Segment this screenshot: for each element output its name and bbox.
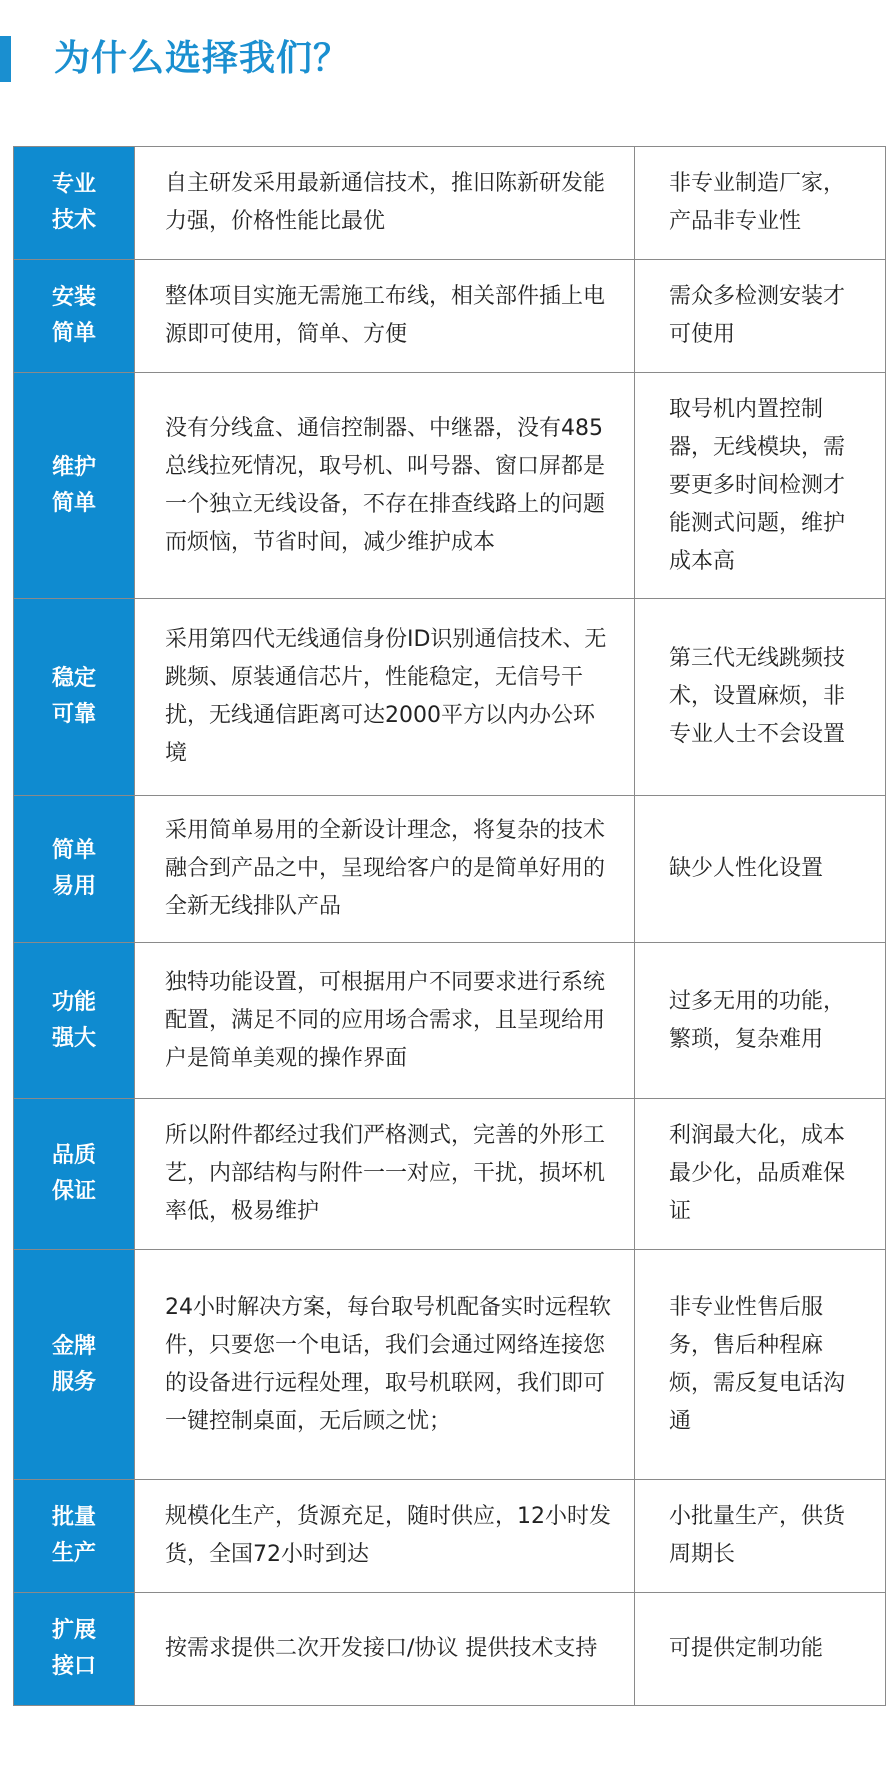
row-label: 安装简单 [14, 260, 135, 373]
header-accent-bar [0, 36, 11, 82]
table-row [14, 1099, 886, 1250]
table-row [14, 1480, 886, 1593]
table-row [14, 599, 886, 796]
our-advantage-cell: 采用第四代无线通信身份ID识别通信技术、无跳频、原装通信芯片，性能稳定，无信号干扰，无线通信距离可达2000平方以内办公环境 [135, 599, 635, 796]
competitor-cell: 非专业性售后服务，售后种程麻烦，需反复电话沟通 [635, 1250, 886, 1480]
table-row [14, 1593, 886, 1706]
competitor-cell: 取号机内置控制器，无线模块，需要更多时间检测才能测式问题，维护成本高 [635, 373, 886, 599]
row-label: 维护简单 [14, 373, 135, 599]
table-row [14, 373, 886, 599]
our-advantage-cell: 采用简单易用的全新设计理念，将复杂的技术融合到产品之中，呈现给客户的是简单好用的全新无线排队产品 [135, 796, 635, 943]
our-advantage-cell: 按需求提供二次开发接口/协议 提供技术支持 [135, 1593, 635, 1706]
competitor-cell: 利润最大化，成本最少化，品质难保证 [635, 1099, 886, 1250]
section-header [0, 36, 895, 82]
our-advantage-cell: 所以附件都经过我们严格测式，完善的外形工艺，内部结构与附件一一对应，干扰，损坏机率低，极易维护 [135, 1099, 635, 1250]
competitor-cell: 小批量生产，供货周期长 [635, 1480, 886, 1593]
our-advantage-cell: 规模化生产，货源充足，随时供应，12小时发货，全国72小时到达 [135, 1480, 635, 1593]
table-row [14, 147, 886, 260]
row-label: 简单易用 [14, 796, 135, 943]
competitor-cell: 缺少人性化设置 [635, 796, 886, 943]
table-row [14, 796, 886, 943]
row-label: 金牌服务 [14, 1250, 135, 1480]
table-row [14, 943, 886, 1099]
our-advantage-cell: 自主研发采用最新通信技术，推旧陈新研发能力强，价格性能比最优 [135, 147, 635, 260]
our-advantage-cell: 整体项目实施无需施工布线，相关部件插上电源即可使用，简单、方便 [135, 260, 635, 373]
our-advantage-cell: 没有分线盒、通信控制器、中继器，没有485总线拉死情况，取号机、叫号器、窗口屏都是一个独立无线设备，不存在排查线路上的问题而烦恼，节省时间，减少维护成本 [135, 373, 635, 599]
competitor-cell: 可提供定制功能 [635, 1593, 886, 1706]
row-label: 品质保证 [14, 1099, 135, 1250]
our-advantage-cell: 独特功能设置，可根据用户不同要求进行系统配置，满足不同的应用场合需求，且呈现给用户是简单美观的操作界面 [135, 943, 635, 1099]
table-row [14, 1250, 886, 1480]
row-label: 功能强大 [14, 943, 135, 1099]
comparison-table [13, 146, 886, 1706]
competitor-cell: 非专业制造厂家，产品非专业性 [635, 147, 886, 260]
our-advantage-cell: 24小时解决方案，每台取号机配备实时远程软件，只要您一个电话，我们会通过网络连接您的设备进行远程处理，取号机联网，我们即可一键控制桌面，无后顾之忧； [135, 1250, 635, 1480]
row-label: 专业技术 [14, 147, 135, 260]
competitor-cell: 过多无用的功能，繁琐，复杂难用 [635, 943, 886, 1099]
table-row [14, 260, 886, 373]
row-label: 稳定可靠 [14, 599, 135, 796]
row-label: 批量生产 [14, 1480, 135, 1593]
page-title: 为什么选择我们？ [54, 38, 351, 79]
row-label: 扩展接口 [14, 1593, 135, 1706]
competitor-cell: 需众多检测安装才可使用 [635, 260, 886, 373]
competitor-cell: 第三代无线跳频技术，设置麻烦，非专业人士不会设置 [635, 599, 886, 796]
